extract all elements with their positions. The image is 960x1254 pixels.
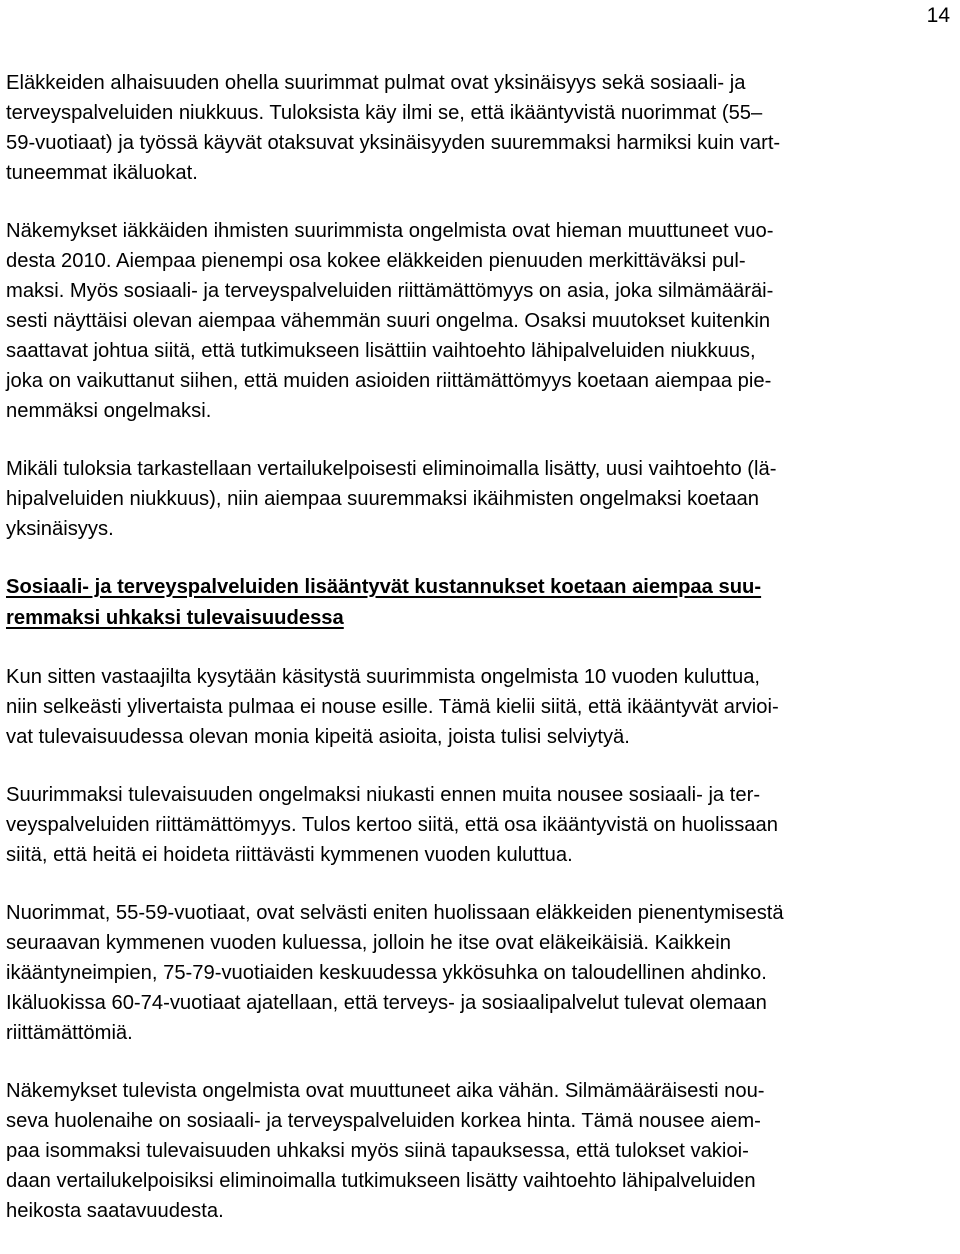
- text-line: niin selkeästi ylivertaista pulmaa ei nouse esille. Tämä kielii siitä, että ikääntyvät arvioi-: [6, 696, 779, 718]
- section-heading: [6, 572, 956, 634]
- text-line: Näkemykset iäkkäiden ihmisten suurimmista ongelmista ovat hieman muuttuneet vuo-: [6, 220, 774, 242]
- text-line: sesti näyttäisi olevan aiempaa vähemmän suuri ongelma. Osaksi muutokset kuitenkin: [6, 310, 771, 332]
- text-line: ikääntyneimpien, 75-79-vuotiaiden keskuudessa ykkösuhka on taloudellinen ahdinko.: [6, 962, 767, 984]
- paragraph-pension-loneliness: [6, 68, 956, 188]
- heading-line: remmaksi uhkaksi tulevaisuudessa: [6, 607, 344, 629]
- text-line: nemmäksi ongelmaksi.: [6, 400, 212, 422]
- document-body: [6, 68, 956, 1254]
- text-line: vat tulevaisuudessa olevan monia kipeitä asioita, joista tulisi selviytyä.: [6, 726, 630, 748]
- text-line: Ikäluokissa 60-74-vuotiaat ajatellaan, että terveys- ja sosiaalipalvelut tulevat olemaan: [6, 992, 767, 1014]
- text-line: joka on vaikuttanut siihen, että muiden asioiden riittämättömyys koetaan aiempaa pie-: [6, 370, 772, 392]
- text-line: desta 2010. Aiempaa pienempi osa kokee eläkkeiden pienuuden merkittäväksi pul-: [6, 250, 746, 272]
- text-line: 59-vuotiaat) ja työssä käyvät otaksuvat yksinäisyyden suuremmaksi harmiksi kuin vart-: [6, 132, 781, 154]
- paragraph-biggest-future-problem: [6, 780, 956, 870]
- text-line: daan vertailukelpoisiksi eliminoimalla tutkimukseen lisätty vaihtoehto lähipalveluiden: [6, 1170, 756, 1192]
- text-line: Näkemykset tulevista ongelmista ovat muuttuneet aika vähän. Silmämääräisesti nou-: [6, 1080, 765, 1102]
- text-line: Kun sitten vastaajilta kysytään käsitystä suurimmista ongelmista 10 vuoden kuluttua,: [6, 666, 761, 688]
- text-line: saattavat johtua siitä, että tutkimukseen lisättiin vaihtoehto lähipalveluiden niukkuus,: [6, 340, 756, 362]
- text-line: paa isommaksi tulevaisuuden uhkaksi myös siinä tapauksessa, että tulokset vakioi-: [6, 1140, 749, 1162]
- text-line: Eläkkeiden alhaisuuden ohella suurimmat pulmat ovat yksinäisyys sekä sosiaali- ja: [6, 72, 746, 94]
- text-line: yksinäisyys.: [6, 518, 114, 540]
- text-line: veyspalveluiden riittämättömyys. Tulos kertoo siitä, että osa ikääntyvistä on huolissaan: [6, 814, 778, 836]
- paragraph-changes-since-2010: [6, 216, 956, 426]
- text-line: seuraavan kymmenen vuoden kuluessa, jolloin he itse ovat eläkeikäisiä. Kaikkein: [6, 932, 731, 954]
- text-line: Suurimmaksi tulevaisuuden ongelmaksi niukasti ennen muita nousee sosiaali- ja ter-: [6, 784, 761, 806]
- text-line: seva huolenaihe on sosiaali- ja terveyspalveluiden korkea hinta. Tämä nousee aiem-: [6, 1110, 761, 1132]
- paragraph-comparable-results: [6, 454, 956, 544]
- text-line: Nuorimmat, 55-59-vuotiaat, ovat selvästi eniten huolissaan eläkkeiden pienentymisestä: [6, 902, 784, 924]
- text-line: heikosta saatavuudesta.: [6, 1200, 224, 1222]
- text-line: Mikäli tuloksia tarkastellaan vertailukelpoisesti eliminoimalla lisätty, uusi vaihtoehto (lä-: [6, 458, 777, 480]
- text-line: siitä, että heitä ei hoideta riittävästi kymmenen vuoden kuluttua.: [6, 844, 573, 866]
- text-line: riittämättömiä.: [6, 1022, 133, 1044]
- paragraph-age-groups: [6, 898, 956, 1048]
- paragraph-future-problems: [6, 662, 956, 752]
- text-line: tuneemmat ikäluokat.: [6, 162, 198, 184]
- page-number: 14: [926, 4, 950, 27]
- paragraph-views-changed-little: [6, 1076, 956, 1226]
- text-line: maksi. Myös sosiaali- ja terveyspalveluiden riittämättömyys on asia, joka silmämääräi-: [6, 280, 774, 302]
- text-line: terveyspalveluiden niukkuus. Tuloksista käy ilmi se, että ikääntyvistä nuorimmat (55–: [6, 102, 763, 124]
- heading-line: Sosiaali- ja terveyspalveluiden lisääntyvät kustannukset koetaan aiempaa suu-: [6, 576, 762, 598]
- text-line: hipalveluiden niukkuus), niin aiempaa suuremmaksi ikäihmisten ongelmaksi koetaan: [6, 488, 759, 510]
